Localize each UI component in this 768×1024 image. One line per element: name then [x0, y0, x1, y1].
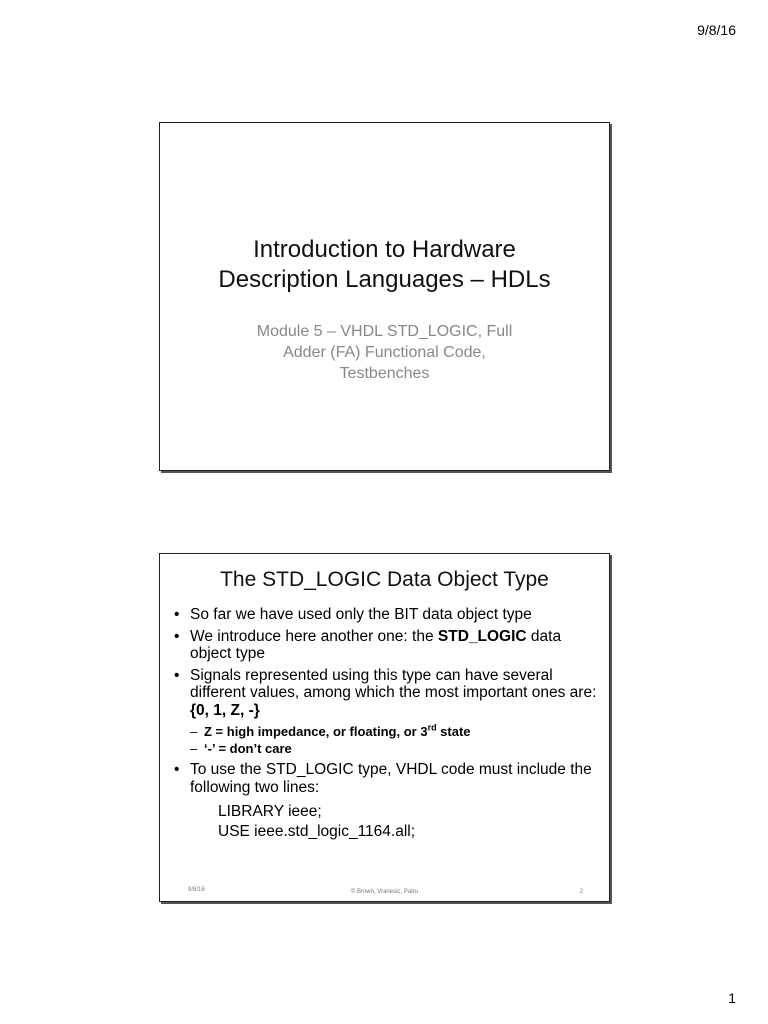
code-line: LIBRARY ieee;: [218, 803, 322, 820]
subtitle-line-2: Adder (FA) Functional Code,: [283, 344, 486, 361]
page-number: 1: [728, 990, 736, 1006]
bullet-item: [174, 761, 599, 796]
bullet-text: We introduce here another one: the: [190, 627, 438, 645]
bullet-text: To use the STD_LOGIC type, VHDL code must include the following two lines:: [190, 761, 592, 796]
bullet-bold-text: {0, 1, Z, -}: [190, 701, 260, 719]
superscript: rd: [427, 722, 437, 733]
sub-bullet-text: ‘-’ = don’t care: [204, 741, 292, 756]
slide-number: 2: [579, 889, 583, 895]
slide-std-logic: [159, 553, 610, 902]
sub-bullet-item: [174, 723, 599, 740]
subtitle-line-3: Testbenches: [339, 365, 430, 382]
bullet-text: So far we have used only the BIT data object type: [190, 606, 532, 623]
sub-bullet-item: [174, 740, 599, 757]
bullet-item: [174, 667, 599, 720]
bullet-list: [174, 606, 599, 842]
slide-title: [159, 122, 610, 471]
subtitle-line-1: Module 5 – VHDL STD_LOGIC, Full: [256, 323, 513, 340]
bullet-text: Signals represented using this type can have several different values, among which the most important ones are:: [190, 666, 597, 701]
slide-heading: The STD_LOGIC Data Object Type: [220, 568, 549, 591]
title-line-1: Introduction to Hardware: [253, 236, 516, 263]
bullet-bold-text: STD_LOGIC: [437, 627, 527, 645]
page-date: 9/8/16: [697, 22, 736, 38]
sub-bullet-text: Z = high impedance, or floating, or 3: [204, 724, 428, 739]
slide-footer-date: 9/8/16: [188, 887, 205, 893]
slide-subtitle: [160, 321, 609, 384]
title-line-2: Description Languages – HDLs: [218, 266, 551, 293]
slide-footer-credit: © Brown, Vranesic, Patru: [350, 889, 419, 895]
bullet-item: [174, 628, 599, 663]
slide-title-heading: [160, 235, 609, 295]
code-line: USE ieee.std_logic_1164.all;: [218, 823, 416, 840]
sub-bullet-text: state: [436, 724, 471, 739]
bullet-item: [174, 606, 599, 624]
bullet-text: data object type: [190, 627, 562, 662]
